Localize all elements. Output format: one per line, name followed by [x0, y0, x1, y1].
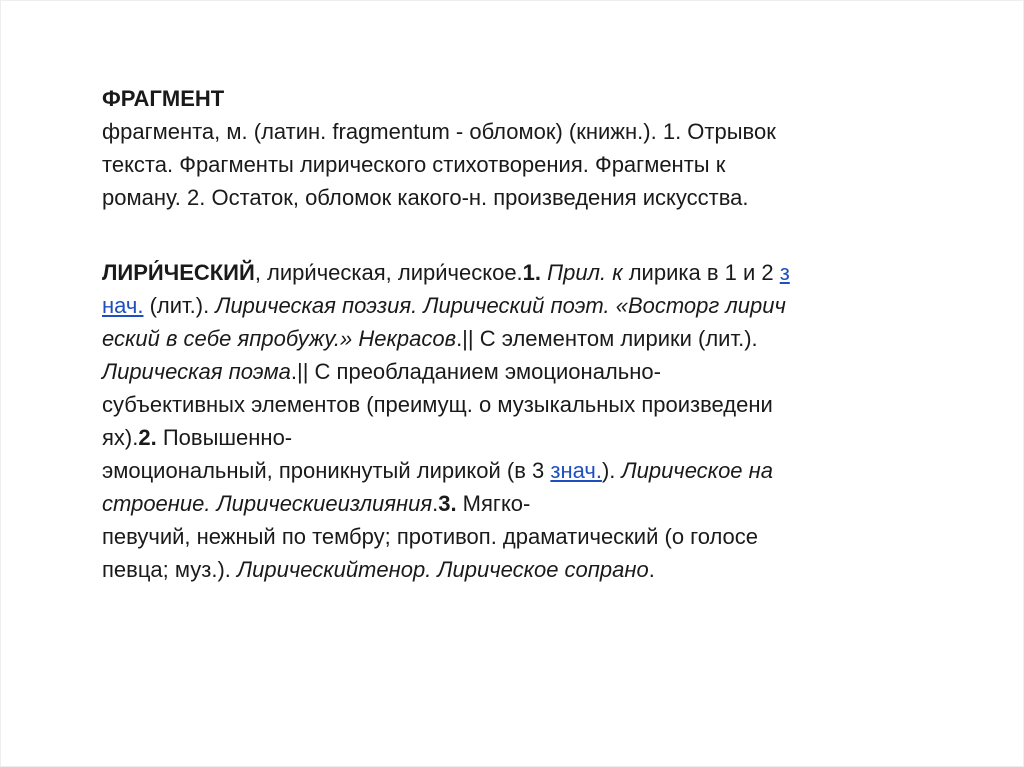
entry-lyrical	[102, 256, 912, 586]
definition-line: субъективных элементов (преимущ. о музыкальных произведени	[102, 392, 773, 417]
definition-line: строение. Лирическиеизлияния.3. Мягко-	[102, 491, 531, 516]
headword-fragment: ФРАГМЕНТ	[102, 86, 225, 111]
definition-line: певучий, нежный по тембру; противоп. драматический (о голосе	[102, 524, 759, 549]
meaning-link[interactable]: нач.	[102, 293, 144, 318]
meaning-link[interactable]: з	[779, 260, 790, 285]
entry-fragment	[102, 82, 912, 214]
example-text: Лирическая поэзия. Лирический поэт. «Восторг лирич	[215, 293, 786, 318]
definition-line: текста. Фрагменты лирического стихотворения. Фрагменты к	[102, 152, 726, 177]
meaning-link[interactable]: знач.	[550, 458, 602, 483]
example-text: Лирическийтенор. Лирическое сопрано	[237, 557, 649, 582]
slide-content	[102, 82, 912, 586]
example-text: Лирическая поэма	[102, 359, 291, 384]
definition-line: ях).2. Повышенно-	[102, 425, 293, 450]
example-text: Лирическое на	[621, 458, 773, 483]
definition-line: нач. (лит.). Лирическая поэзия. Лирический поэт. «Восторг лирич	[102, 293, 786, 318]
definition-line: фрагмента, м. (латин. fragmentum - обломок) (книжн.). 1. Отрывок	[102, 119, 776, 144]
definition-line: Лирическая поэма.|| С преобладанием эмоционально-	[102, 359, 661, 384]
definition-line: певца; муз.). Лирическийтенор. Лирическое сопрано.	[102, 557, 655, 582]
sense-number: 3.	[438, 491, 457, 516]
headword-lyrical: ЛИРИ́ЧЕСКИЙ	[102, 260, 255, 285]
definition-line: еский в себе япробужу.» Некрасов.|| С элементом лирики (лит.).	[102, 326, 758, 351]
sense-number: 2.	[138, 425, 157, 450]
definition-line: ЛИРИ́ЧЕСКИЙ, лири́ческая, лири́ческое.1. Прил. к лирика в 1 и 2 з	[102, 260, 790, 285]
definition-line: роману. 2. Остаток, обломок какого-н. произведения искусства.	[102, 185, 749, 210]
example-text: еский в себе япробужу.» Некрасов	[102, 326, 457, 351]
definition-line: эмоциональный, проникнутый лирикой (в 3 знач.). Лирическое на	[102, 458, 773, 483]
example-text: строение. Лирическиеизлияния	[102, 491, 433, 516]
sense-number: 1.	[522, 260, 542, 285]
